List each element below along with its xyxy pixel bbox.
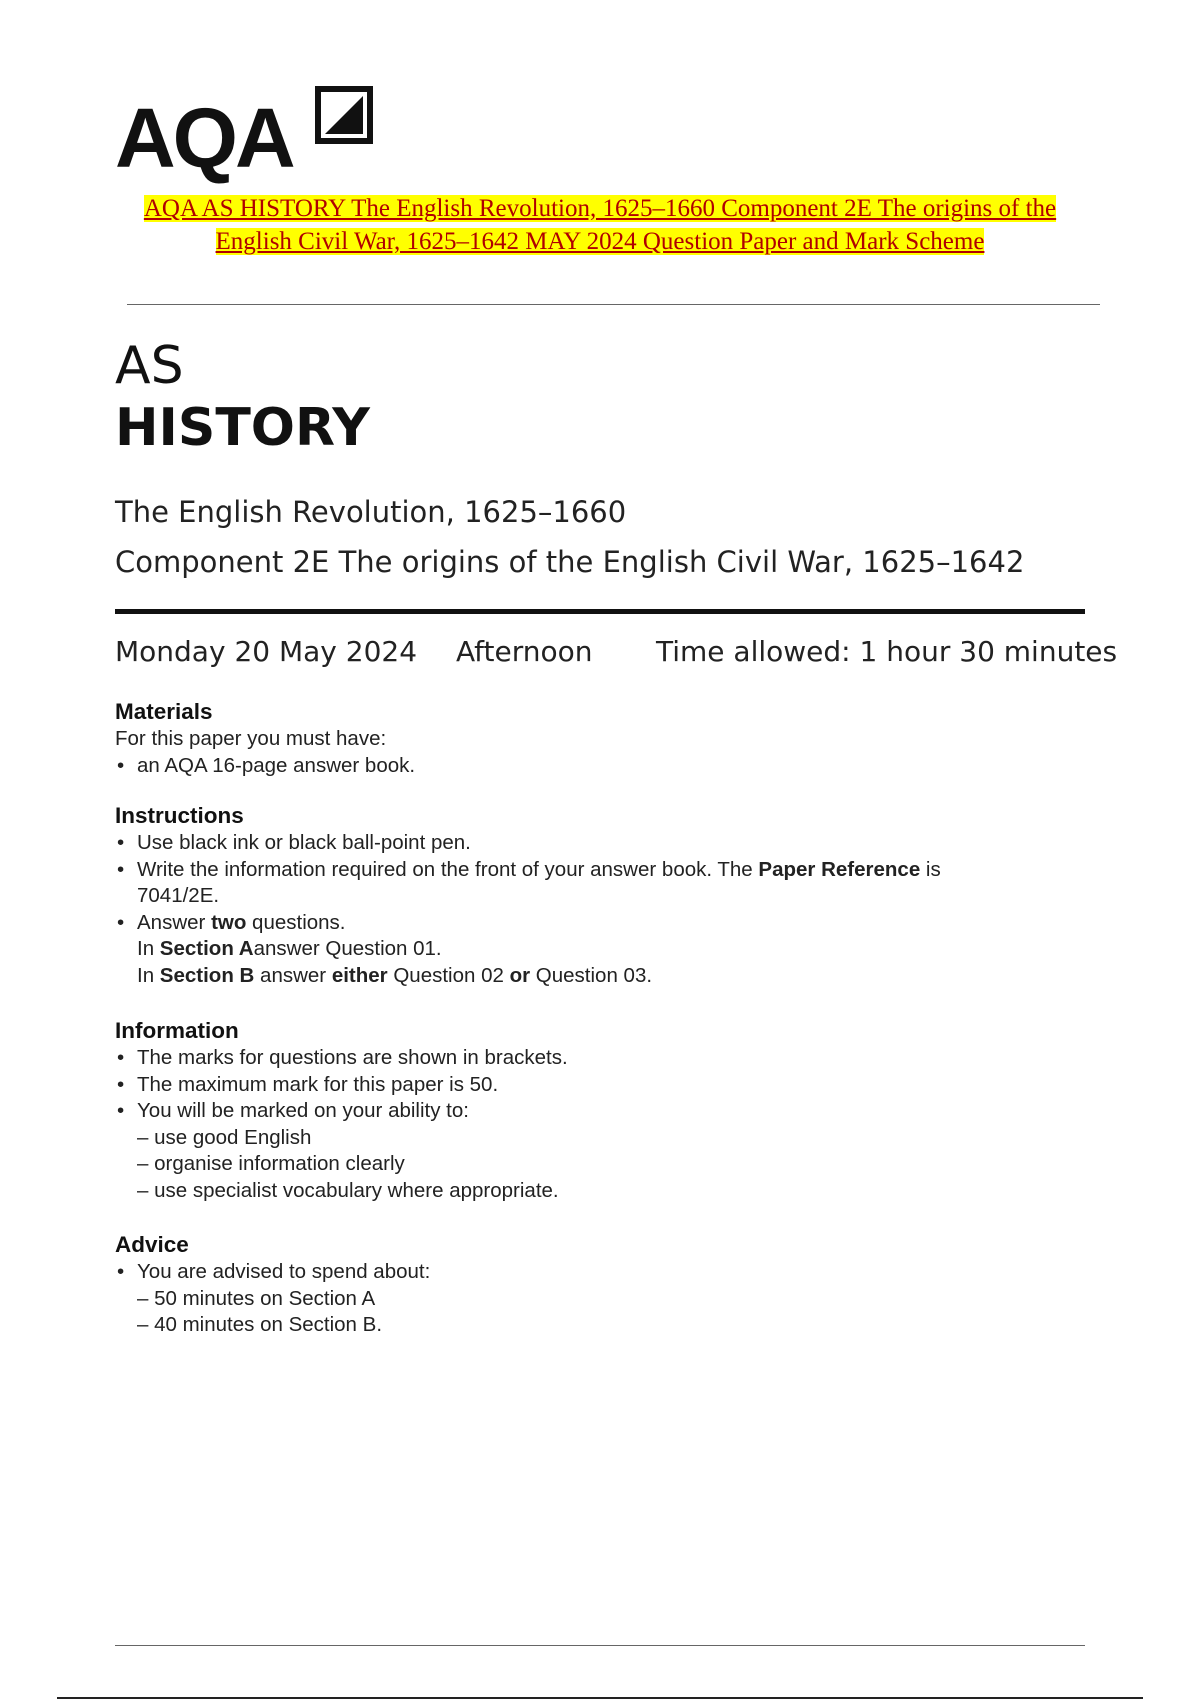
materials-section xyxy=(115,698,1115,779)
banner-link-line-2[interactable]: English Civil War, 1625–1642 MAY 2024 Question Paper and Mark Scheme xyxy=(215,228,985,255)
logo-mark-icon xyxy=(315,86,373,144)
logo-text: AQA xyxy=(115,91,293,185)
advice-subitem: – 40 minutes on Section B. xyxy=(137,1313,383,1336)
banner-link-line-1[interactable]: AQA AS HISTORY The English Revolution, 1625–1660 Component 2E The origins of the xyxy=(143,195,1057,222)
instruction-item: • Write the information required on the front of your answer book. The Paper Reference is xyxy=(115,857,1115,884)
information-subitem: – use specialist vocabulary where appropriate. xyxy=(137,1178,559,1202)
exam-session: Afternoon xyxy=(456,635,593,668)
instruction-continuation: 7041/2E. xyxy=(137,884,220,907)
qualification-level: AS xyxy=(115,336,184,396)
instruction-item: • Use black ink or black ball-point pen. xyxy=(115,830,1115,857)
instructions-heading: Instructions xyxy=(115,803,244,828)
subject-title: HISTORY xyxy=(115,398,370,458)
materials-intro: For this paper you must have: xyxy=(115,727,387,750)
footer-divider xyxy=(115,1645,1085,1646)
advice-subitem: – 50 minutes on Section A xyxy=(137,1286,376,1310)
section-a-instruction: In Section Aanswer Question 01. xyxy=(137,937,442,960)
document-title-banner xyxy=(70,192,1130,258)
advice-item: • You are advised to spend about: xyxy=(115,1259,1115,1286)
component-title: Component 2E The origins of the English Civil War, 1625–1642 xyxy=(115,545,1025,579)
instructions-section xyxy=(115,802,1115,989)
paper-title: The English Revolution, 1625–1660 xyxy=(115,495,627,529)
exam-date: Monday 20 May 2024 xyxy=(115,635,418,668)
information-item: • The maximum mark for this paper is 50. xyxy=(115,1072,1115,1099)
page-bottom-edge xyxy=(57,1697,1143,1699)
information-heading: Information xyxy=(115,1018,239,1043)
time-allowed: Time allowed: 1 hour 30 minutes xyxy=(656,635,1118,668)
header-divider xyxy=(127,304,1100,305)
advice-heading: Advice xyxy=(115,1232,189,1257)
section-b-instruction: In Section B answer either Question 02 or Question 03. xyxy=(137,963,653,987)
title-divider xyxy=(115,609,1085,614)
advice-section xyxy=(115,1231,1115,1339)
aqa-logo xyxy=(115,86,375,185)
information-item: • You will be marked on your ability to: xyxy=(115,1098,1115,1125)
information-subitem: – organise information clearly xyxy=(137,1152,405,1175)
information-item: • The marks for questions are shown in brackets. xyxy=(115,1045,1115,1072)
materials-item: • an AQA 16-page answer book. xyxy=(115,753,1115,780)
information-section xyxy=(115,1017,1115,1204)
instruction-item: • Answer two questions. xyxy=(115,910,1115,937)
materials-heading: Materials xyxy=(115,699,213,724)
information-subitem: – use good English xyxy=(137,1125,312,1149)
